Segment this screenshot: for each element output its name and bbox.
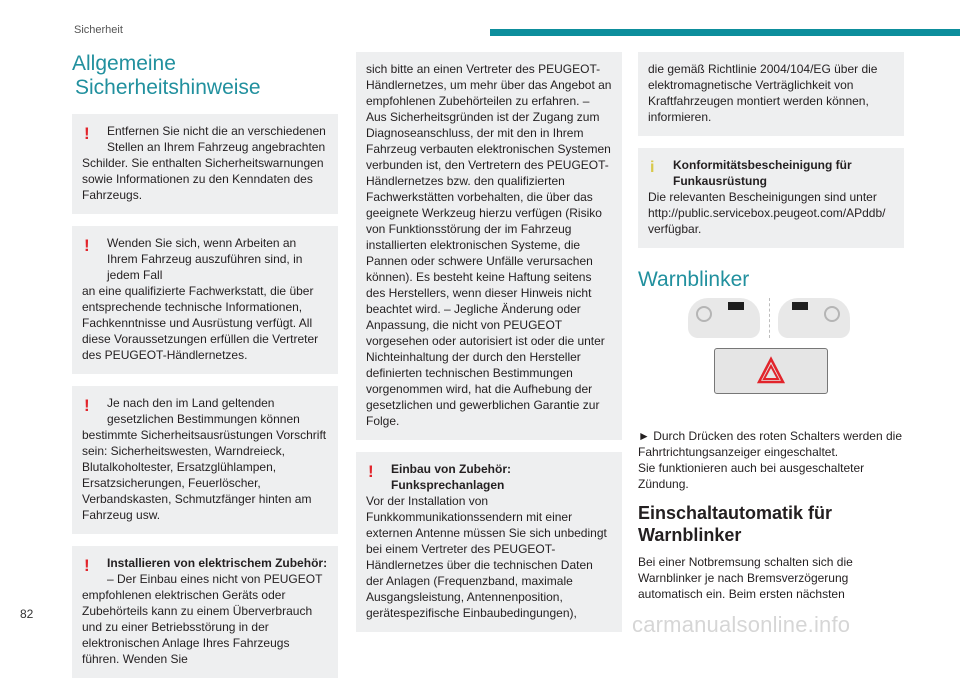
paragraph-hazard-ignition: Sie funktionieren auch bei ausgeschalteter Zündung. <box>638 461 865 491</box>
warning-box-accessories-continued <box>356 52 622 440</box>
box-title-line-2: Funksprechanlagen <box>391 478 505 492</box>
hazard-switch-panel <box>714 348 828 394</box>
box-first-line: Je nach den im Land geltenden gesetzlichen Bestimmungen können <box>107 396 300 426</box>
warning-box-accessories <box>72 546 338 678</box>
warning-box-radio-continued <box>638 52 904 136</box>
section-label: Sicherheit <box>74 24 123 36</box>
heading-line-2: Sicherheitshinweise <box>75 76 261 99</box>
info-box-conformity <box>638 148 904 248</box>
column-3 <box>638 52 904 608</box>
box-title: Installieren von elektrischem Zubehör: <box>107 556 328 570</box>
exclamation-icon: ! <box>84 236 90 255</box>
paragraph-hazard-press: ► Durch Drücken des roten Schalters werden die Fahrtrichtungsanzeiger eingeschaltet. <box>638 429 902 459</box>
box-title-line-2: Funkausrüstung <box>673 174 768 188</box>
box-title-line-1: Einbau von Zubehör: <box>391 462 511 476</box>
box-first-line: Wenden Sie sich, wenn Arbeiten an Ihrem Fahrzeug auszuführen sind, in jedem Fall <box>107 236 303 282</box>
hazard-switch-illustration <box>638 298 904 418</box>
box-text: Schilder. Sie enthalten Sicherheitswarnungen sowie Informationen zu den Kenndaten des Fahrzeugs. <box>82 156 324 202</box>
heading-general-safety <box>72 52 338 100</box>
box-title-line-1: Konformitätsbescheinigung für <box>673 158 852 172</box>
box-text: bestimmte Sicherheitsausrüstungen Vorschrift sein: Sicherheitswesten, Warndreieck, Blutalkoholtester, Ersatzglühlampen, Ersatzsicherungen, Feuerlöscher, Verbandskasten, Schmutzfänger hinten am Fahrzeug usw. <box>82 428 327 522</box>
heading-hazard-lights: Warnblinker <box>638 268 750 291</box>
warning-box-radio <box>356 452 622 632</box>
dashboard-lhd-icon <box>688 298 760 338</box>
paragraph-auto-hazard: Bei einer Notbremsung schalten sich die Warnblinker je nach Bremsverzögerung automatisch ein. Beim ersten nächsten <box>638 555 853 601</box>
info-icon: i <box>650 159 655 176</box>
box-text: Vor der Installation von Funkkommunikationssendern mit einer externen Antenne müssen Sie sich unbedingt bei einem Vertreter des PEUGEOT-Händlernetzes über die technischen Daten der Anlagen (Frequenzband, maximale Ausgangsleistung, Antennenposition, gerätespezifische Einbaubedingungen), <box>366 494 607 620</box>
header-accent-bar <box>490 29 960 36</box>
column-1 <box>72 52 338 678</box>
warning-box-equipment <box>72 386 338 534</box>
dashboard-rhd-icon <box>778 298 850 338</box>
exclamation-icon: ! <box>84 124 90 143</box>
box-text: sich bitte an einen Vertreter des PEUGEOT-Händlernetzes, um mehr über das Angebot an empfohlenen Zubehörteilen zu erfahren. – Aus Sicherheitsgründen ist der Zugang zum Diagnoseanschluss, der mit den in Ihrem Fahrzeug verbauten elektronischen Systemen verbunden ist, den Vertretern des PEUGEOT-Händlernetzes bzw. den qualifizierten Fachwerkstätten vorbehalten, die über das geeignete Werkzeug hierzu verfügen (Risiko von Funktionsstörung der im Fahrzeug installierten elektronischen Systeme, die Pannen oder schwere Unfälle verursachen können). Es besteht keine Haftung seitens des Herstellers, wenn dieser Hinweis nicht beachtet wird. – Jegliche Änderung oder Anpassung, die nicht von PEUGEOT vorgesehen oder autorisiert ist oder die unter Nichteinhaltung der durch den Hersteller definierten technischen Bestimmungen vorgenommen wird, hat die Aufhebung der gesetzlichen und gewerblichen Garantie zur Folge. <box>366 62 612 428</box>
warning-box-workshop <box>72 226 338 374</box>
exclamation-icon: ! <box>84 556 90 575</box>
box-text: die gemäß Richtlinie 2004/104/EG über die elektromagnetische Verträglichkeit von Kraftfahrzeugen montiert werden können, informieren. <box>648 62 878 124</box>
box-first-line: Entfernen Sie nicht die an verschiedenen Stellen an Ihrem Fahrzeug angebrachten <box>107 124 326 154</box>
box-text: an eine qualifizierte Fachwerkstatt, die über entsprechende technische Informationen, Fachkenntnisse und Ausrüstung verfügt. All diese Voraussetzungen erfüllen die Vertreter des PEUGEOT-Händlernetzes. <box>82 284 319 362</box>
page-number: 82 <box>20 607 34 621</box>
watermark: carmanualsonline.info <box>632 612 851 637</box>
heading-line-1: Allgemeine <box>72 52 176 75</box>
box-text: Die relevanten Bescheinigungen sind unter http://public.servicebox.peugeot.com/APddb/ verfügbar. <box>648 190 886 236</box>
heading-auto-hazard: Einschaltautomatik für Warnblinker <box>638 503 833 545</box>
exclamation-icon: ! <box>84 396 90 415</box>
box-text: empfohlenen elektrischen Geräts oder Zubehörteils kann zu einem Überverbrauch und zu einer Betriebsstörung in der elektronischen Anlage Ihres Fahrzeugs führen. Wenden Sie <box>82 588 313 666</box>
warning-box-labels <box>72 114 338 214</box>
exclamation-icon: ! <box>368 462 374 481</box>
hazard-triangle-icon <box>758 357 784 385</box>
box-first-line: – Der Einbau eines nicht von PEUGEOT <box>107 572 323 586</box>
column-2 <box>356 52 622 632</box>
